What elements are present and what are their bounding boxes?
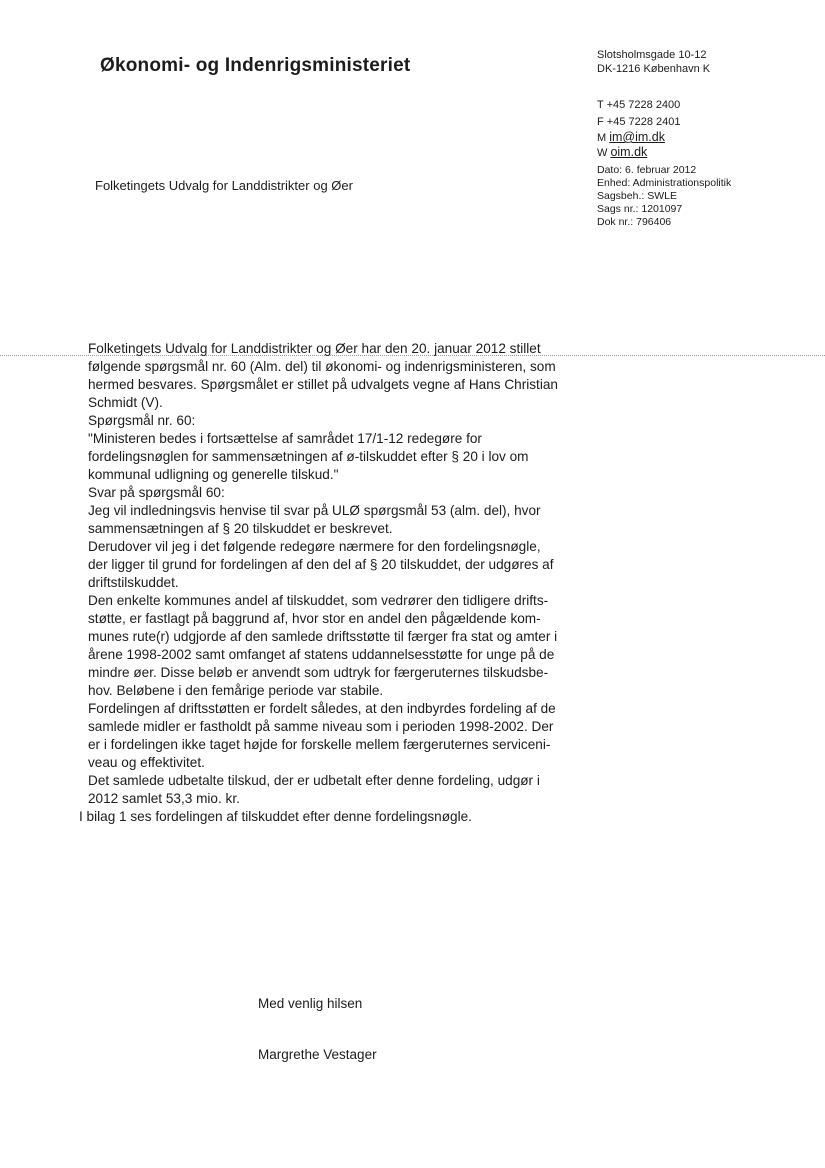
sender-address-block	[597, 48, 807, 160]
meta-case-number: Sags nr.: 1201097	[597, 203, 683, 215]
answer-paragraph-4	[88, 700, 558, 772]
sender-mail-line	[597, 130, 807, 145]
text-line: Jeg vil indledningsvis henvise til svar på ULØ spørgsmål 53 (alm. del), hvor	[88, 503, 541, 518]
text-line: mindre øer. Disse beløb er anvendt som udtryk for færgeruternes tilskudsbe-	[88, 665, 549, 680]
answer-heading: Svar på spørgsmål 60:	[88, 485, 225, 500]
text-line: 2012 samlet 53,3 mio. kr.	[88, 791, 240, 806]
closing-greeting: Med venlig hilsen	[258, 996, 363, 1011]
text-line: følgende spørgsmål nr. 60 (Alm. del) til økonomi- og indenrigsministeren, som	[88, 359, 556, 374]
question-paragraph	[88, 412, 558, 484]
sender-city: DK-1216 København K	[597, 63, 711, 75]
ministry-name: Økonomi- og Indenrigsministeriet	[100, 55, 411, 76]
sender-fax: F +45 7228 2401	[597, 116, 681, 128]
text-line: Schmidt (V).	[88, 395, 163, 410]
meta-document-number: Dok nr.: 796406	[597, 216, 672, 228]
sender-web-line	[597, 145, 807, 160]
recipient: Folketingets Udvalg for Landdistrikter og Øer	[95, 178, 353, 193]
text-line: veau og effektivitet.	[88, 755, 205, 770]
text-line: Folketingets Udvalg for Landdistrikter og Øer har den 20. januar 2012 stillet	[88, 341, 541, 356]
meta-handler: Sagsbeh.: SWLE	[597, 190, 677, 202]
text-line: Den enkelte kommunes andel af tilskuddet, som vedrører den tidligere drifts-	[88, 593, 549, 608]
answer-paragraph-5	[88, 772, 558, 808]
sender-street: Slotsholmsgade 10-12	[597, 49, 707, 61]
letter-body	[79, 340, 558, 826]
text-line: kommunal udligning og generelle tilskud."	[88, 467, 339, 482]
meta-unit: Enhed: Administrationspolitik	[597, 177, 732, 189]
web-prefix: W	[597, 147, 608, 159]
web-link[interactable]: oim.dk	[610, 145, 648, 159]
text-line: er i fordelingen ikke taget højde for forskelle mellem færgeruternes serviceni-	[88, 737, 551, 752]
text-line: samlede midler er fastholdt på samme niveau som i perioden 1998-2002. Der	[88, 719, 554, 734]
answer-paragraph-3	[88, 592, 558, 700]
answer-paragraph-1	[88, 484, 558, 538]
sender-phone: T +45 7228 2400	[597, 99, 681, 111]
signer-name: Margrethe Vestager	[258, 1047, 377, 1062]
meta-date: Dato: 6. februar 2012	[597, 164, 697, 176]
text-line: Det samlede udbetalte tilskud, der er udbetalt efter denne fordeling, udgør i	[88, 773, 540, 788]
text-line: Fordelingen af driftsstøtten er fordelt således, at den indbyrdes fordeling af de	[88, 701, 556, 716]
text-line: "Ministeren bedes i fortsættelse af samrådet 17/1-12 redegøre for	[88, 431, 482, 446]
document-meta-block	[597, 164, 731, 229]
question-heading: Spørgsmål nr. 60:	[88, 413, 196, 428]
text-line: hov. Beløbene i den femårige periode var stabile.	[88, 683, 384, 698]
mail-link[interactable]: im@im.dk	[609, 130, 665, 144]
answer-paragraph-2	[88, 538, 558, 592]
text-line: der ligger til grund for fordelingen af den del af § 20 tilskuddet, der udgøres af	[88, 557, 554, 572]
answer-paragraph-6	[79, 808, 558, 826]
text-line: årene 1998-2002 samt omfanget af statens uddannelsesstøtte for unge på de	[88, 647, 555, 662]
intro-paragraph	[88, 340, 558, 412]
text-line: fordelingsnøglen for sammensætningen af ø-tilskuddet efter § 20 i lov om	[88, 449, 529, 464]
text-line: driftstilskuddet.	[88, 575, 179, 590]
text-line: Derudover vil jeg i det følgende redegøre nærmere for den fordelingsnøgle,	[88, 539, 541, 554]
text-line: støtte, er fastlagt på baggrund af, hvor stor en andel den pågældende kom-	[88, 611, 541, 626]
text-line: sammensætningen af § 20 tilskuddet er beskrevet.	[88, 521, 393, 536]
mail-prefix: M	[597, 132, 607, 144]
text-line: I bilag 1 ses fordelingen af tilskuddet efter denne fordelingsnøgle.	[79, 809, 472, 824]
text-line: munes rute(r) udgjorde af den samlede driftsstøtte til færger fra stat og amter i	[88, 629, 558, 644]
text-line: hermed besvares. Spørgsmålet er stillet på udvalgets vegne af Hans Christian	[88, 377, 558, 392]
